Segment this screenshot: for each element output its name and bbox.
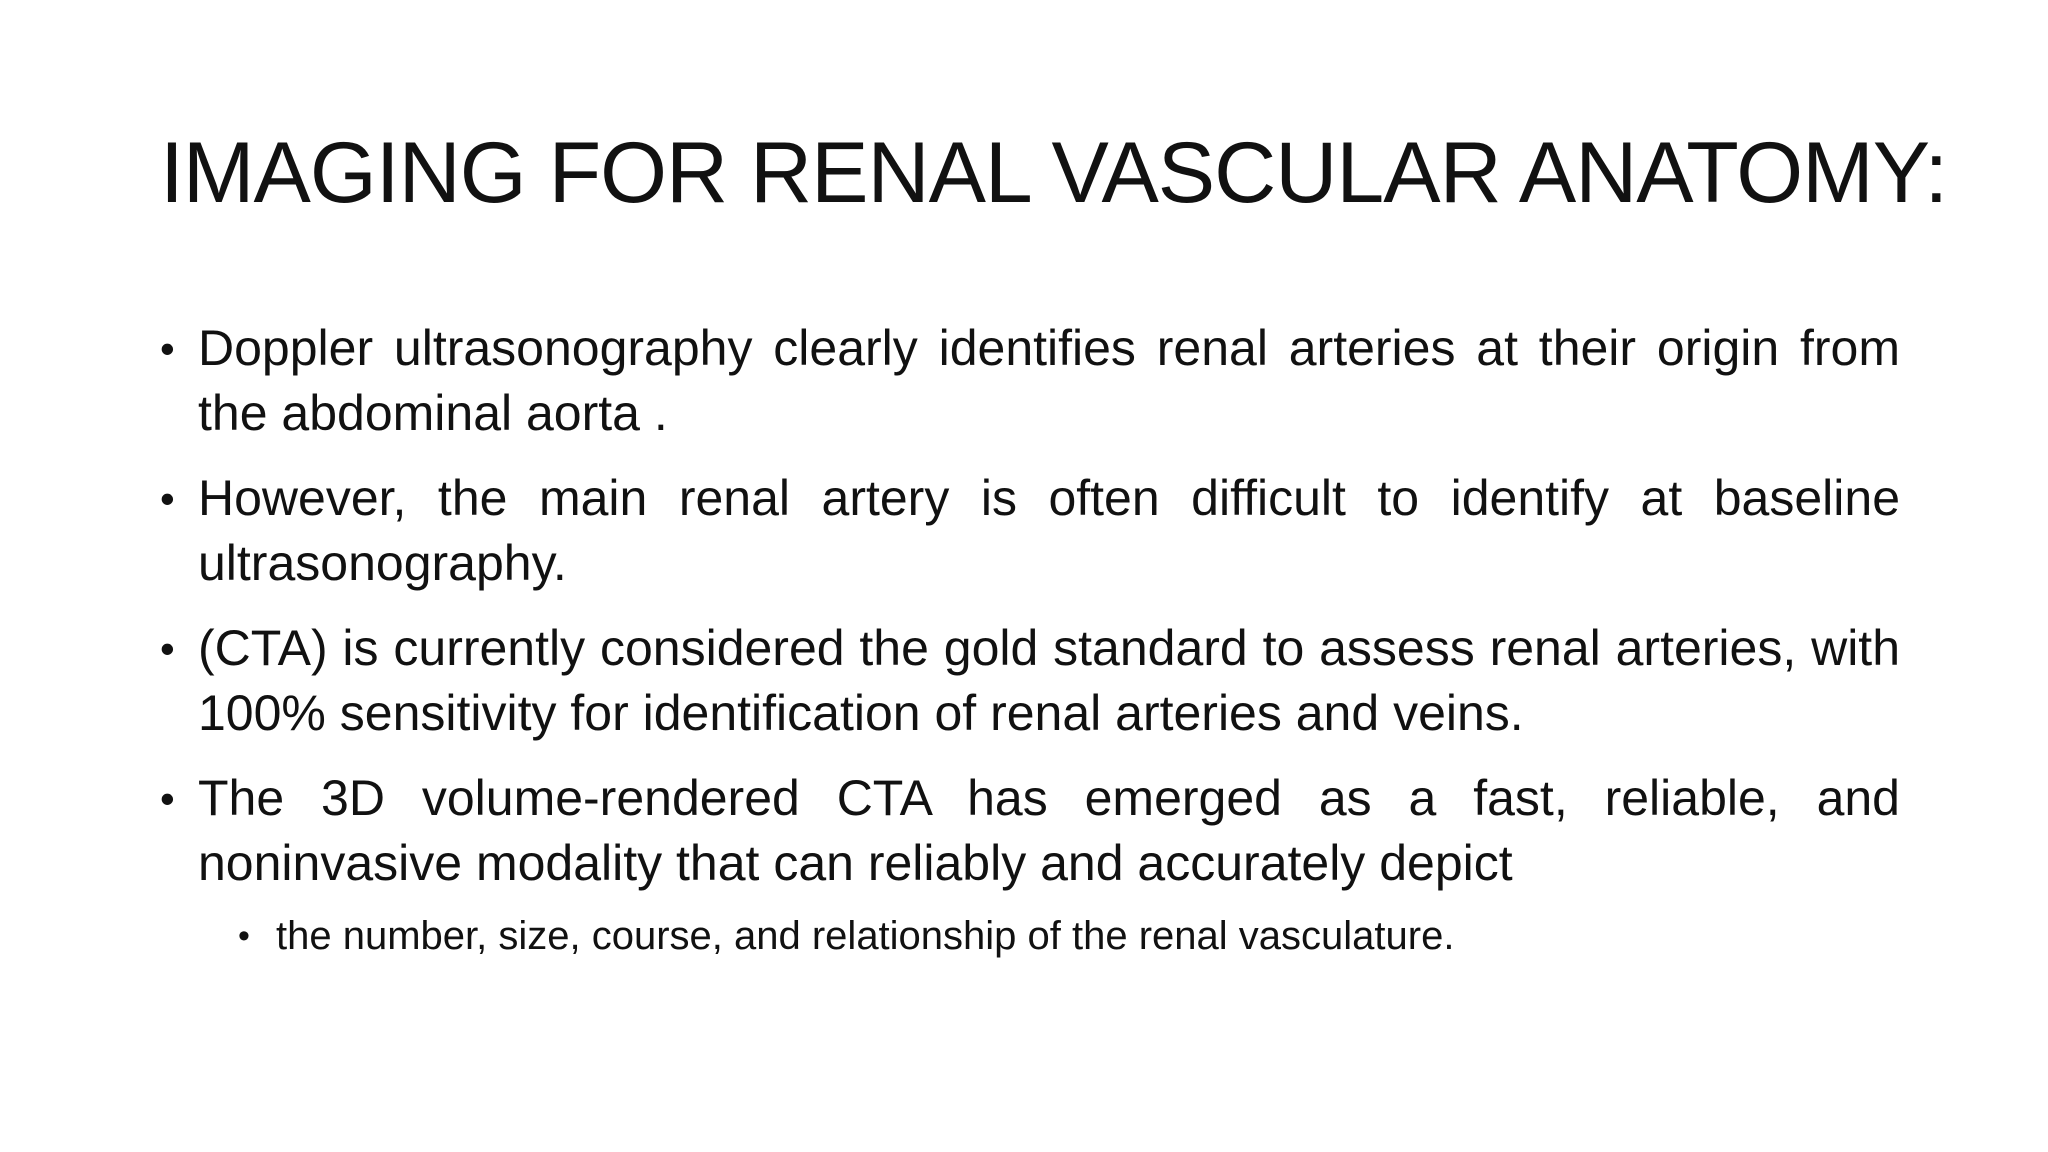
bullet-text: However, the main renal artery is often difficult to identify at baseline ultrasonography.: [198, 470, 1900, 591]
bullet-item: [160, 766, 1900, 964]
sub-bullet-text: the number, size, course, and relationship of the renal vasculature.: [276, 914, 1455, 958]
bullet-text: Doppler ultrasonography clearly identifies renal arteries at their origin from the abdominal aorta .: [198, 320, 1900, 441]
bullet-icon: •: [160, 475, 175, 522]
bullet-text: The 3D volume-rendered CTA has emerged as a fast, reliable, and noninvasive modality that can reliably and accurately depict: [198, 770, 1900, 891]
sub-bullet-icon: •: [238, 917, 250, 955]
bullet-icon: •: [160, 775, 175, 822]
sub-bullet-list: [198, 908, 1900, 964]
bullet-text: (CTA) is currently considered the gold standard to assess renal arteries, with 100% sensitivity for identification of renal arteries and veins.: [198, 620, 1900, 741]
bullet-item: [160, 616, 1900, 746]
bullet-item: [160, 466, 1900, 596]
bullet-item: [160, 316, 1900, 446]
bullet-icon: •: [160, 625, 175, 672]
slide-title: IMAGING FOR RENAL VASCULAR ANATOMY:: [160, 125, 1948, 221]
bullet-list: [160, 316, 1900, 984]
sub-bullet-item: [238, 908, 1900, 964]
bullet-icon: •: [160, 325, 175, 372]
